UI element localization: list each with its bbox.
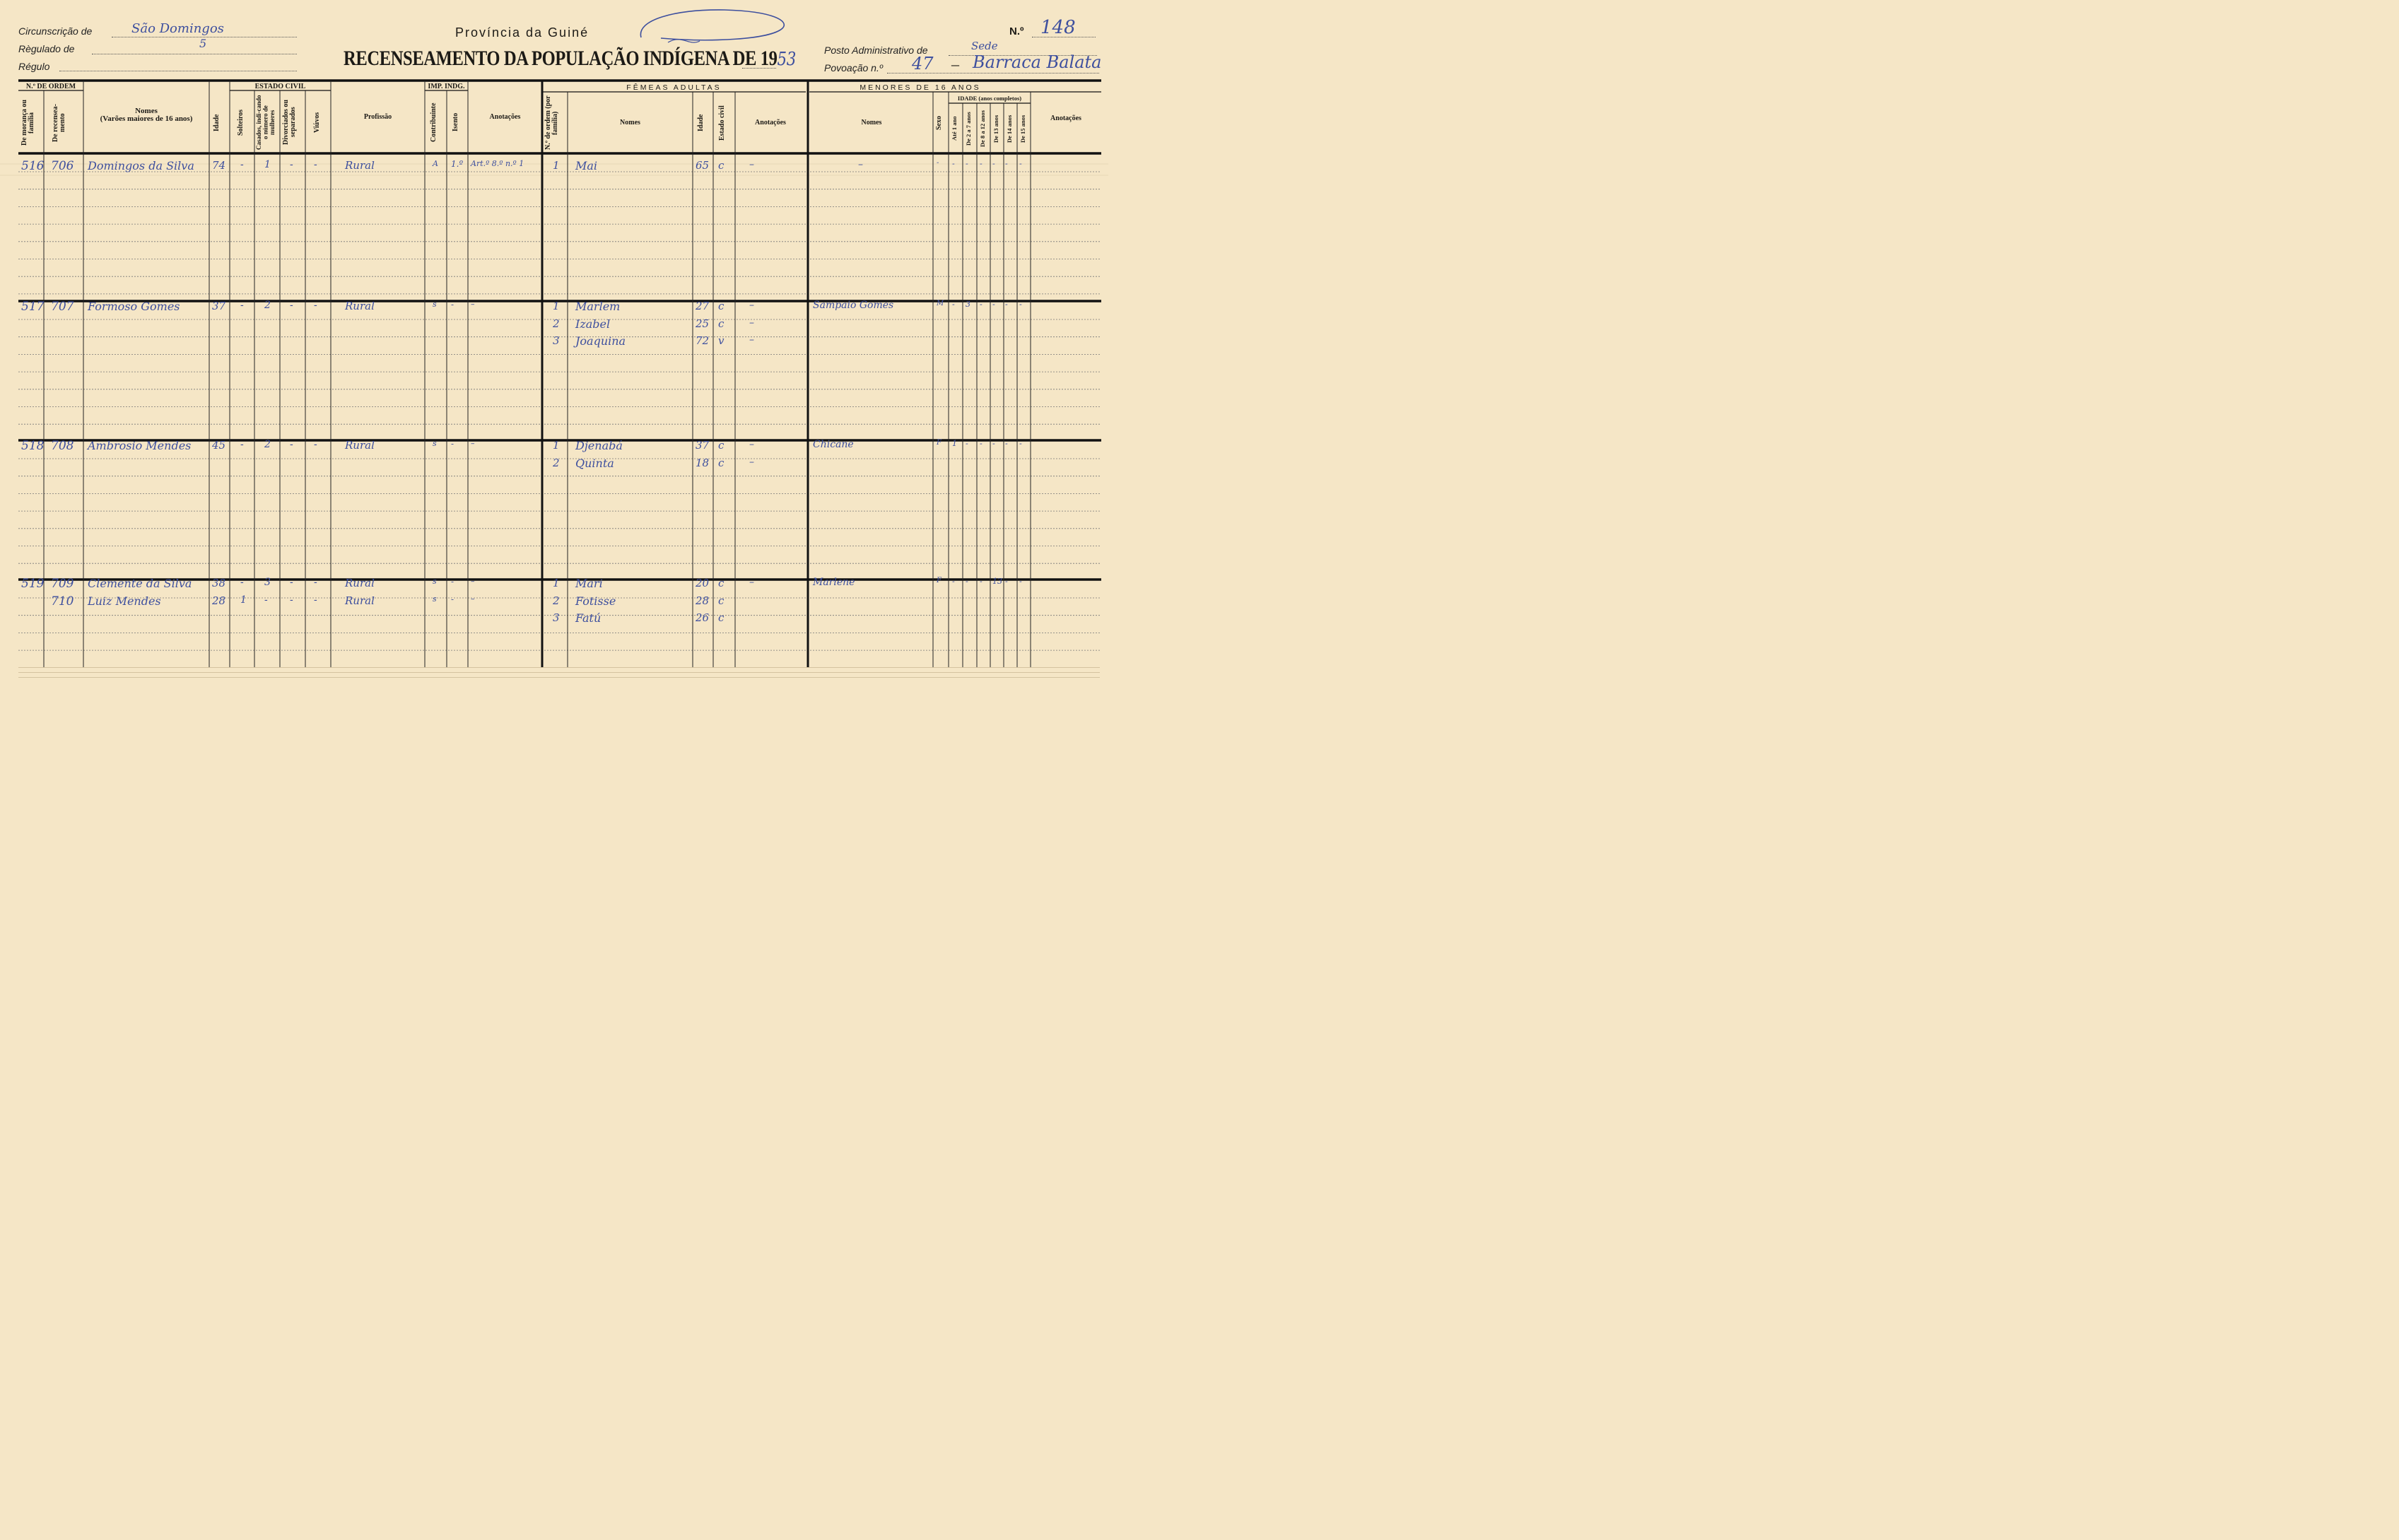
female-estado: c xyxy=(718,456,725,469)
female-ordem: 3 xyxy=(553,334,560,348)
header-age-6: De 15 anos xyxy=(1019,114,1026,143)
record-isento: - xyxy=(451,594,454,604)
minor-age-4: - xyxy=(992,439,995,448)
female-anotacoes: – xyxy=(749,439,754,450)
female-ordem: 2 xyxy=(553,594,560,607)
record-viuvo: - xyxy=(314,300,317,311)
female-age: 26 xyxy=(696,611,710,625)
footer-note-bleed xyxy=(18,659,1100,687)
record-age: 45 xyxy=(212,439,226,452)
header-profissao: Profissão xyxy=(363,113,392,121)
record-recense: 709 xyxy=(51,577,74,591)
header-morance: De morança ou família xyxy=(20,100,35,146)
record-casado: 2 xyxy=(264,300,271,311)
number-value: 148 xyxy=(1040,17,1076,38)
record-name: Domingos da Silva xyxy=(88,159,194,172)
province-title: Província da Guiné xyxy=(455,25,590,40)
record-contribuinte: s xyxy=(433,577,437,586)
header-menores-group: MENORES DE 16 ANOS xyxy=(860,83,981,92)
female-estado: c xyxy=(718,594,725,607)
record-isento: - xyxy=(451,300,454,310)
record-solteiro: - xyxy=(240,439,244,450)
header-nomes-title: Nomes xyxy=(135,107,158,115)
female-name: Izabel xyxy=(575,317,611,331)
record-contribuinte: s xyxy=(433,439,437,448)
minor-sexo: M xyxy=(937,300,944,307)
female-name: Djenabá xyxy=(575,439,623,452)
record-profissao: Rural xyxy=(345,577,375,589)
female-anotacoes: – xyxy=(749,317,754,329)
record-contribuinte: s xyxy=(433,300,437,309)
female-name: Joaquina xyxy=(575,334,626,348)
regulado-value: 5 xyxy=(199,37,207,50)
minor-age-4: 13 xyxy=(992,577,1002,586)
female-name: Quinta xyxy=(575,456,614,470)
female-ordem: 1 xyxy=(553,300,560,312)
female-estado: c xyxy=(718,159,725,172)
header-ordem-group: N.º DE ORDEM xyxy=(25,83,76,90)
minor-age-1: - xyxy=(952,159,955,168)
female-name: Marlem xyxy=(575,300,621,313)
povoacao-dash: – xyxy=(951,55,959,73)
record-age: 74 xyxy=(212,159,226,172)
record-isento: - xyxy=(451,577,454,587)
female-age: 25 xyxy=(696,317,710,330)
header-viuvos: Viúvos xyxy=(313,112,321,133)
record-casado: 1 xyxy=(264,159,271,170)
minor-age-6: - xyxy=(1019,577,1022,586)
minor-age-4: - xyxy=(992,300,995,309)
header-f-ordem: N.º de ordem (por família) xyxy=(544,95,559,151)
header-m-idade-group: IDADE (anos completos) xyxy=(957,95,1022,102)
header-isento: Isento xyxy=(452,112,459,132)
minor-age-6: - xyxy=(1019,439,1022,448)
minor-age-6: - xyxy=(1019,300,1022,309)
header-nomes-sub: (Varões maiores de 16 anos) xyxy=(100,114,193,123)
record-isento: - xyxy=(451,439,454,449)
record-casado: 3 xyxy=(264,577,271,588)
minor-name: – xyxy=(858,159,863,170)
record-recense: 710 xyxy=(51,594,74,609)
female-age: 18 xyxy=(696,456,710,469)
record-morance: 516 xyxy=(21,159,45,173)
record-profissao: Rural xyxy=(345,300,375,312)
minor-age-5: - xyxy=(1005,439,1008,448)
female-estado: c xyxy=(718,300,725,312)
record-name: Formoso Gomes xyxy=(88,300,180,313)
record-solteiro: - xyxy=(240,300,244,311)
minor-name: Marlene xyxy=(813,577,855,588)
header-divorciados: Divorciados ou separados xyxy=(282,100,297,145)
record-anotacoes: – xyxy=(471,577,475,586)
posto-value: Sede xyxy=(971,40,998,52)
header-idade: Idade xyxy=(213,114,221,132)
record-anotacoes: – xyxy=(471,439,475,448)
record-anotacoes: Art.º 8.º n.º 1 xyxy=(471,159,524,168)
record-profissao: Rural xyxy=(345,439,375,452)
header-estado-group: ESTADO CIVIL xyxy=(254,83,306,90)
povoacao-label: Povoação n.º xyxy=(824,62,883,74)
female-ordem: 1 xyxy=(553,577,560,589)
female-anotacoes: – xyxy=(749,577,754,588)
record-divorciado: - xyxy=(290,159,293,170)
minor-age-3: - xyxy=(980,577,983,586)
header-solteiros: Solteiros xyxy=(237,109,245,136)
female-age: 28 xyxy=(696,594,710,607)
header-nomes xyxy=(83,107,209,123)
minor-age-4: - xyxy=(992,159,995,168)
census-title-text: RECENSEAMENTO DA POPULAÇÃO INDÍGENA DE 19 xyxy=(344,47,778,70)
minor-age-3: - xyxy=(980,159,983,168)
record-solteiro: - xyxy=(240,577,244,588)
census-year-suffix: 53 xyxy=(777,49,796,70)
female-estado: v xyxy=(718,334,725,348)
record-recense: 708 xyxy=(51,439,74,453)
header-m-nomes: Nomes xyxy=(861,119,882,127)
minor-name: Sampaio Gomes xyxy=(813,300,894,311)
record-solteiro: - xyxy=(240,159,244,170)
record-recense: 706 xyxy=(51,159,74,173)
record-isento: 1.º xyxy=(451,159,464,169)
header-age-3: De 8 a 12 anos xyxy=(979,110,986,147)
record-casado: 2 xyxy=(264,439,271,450)
minor-age-2: 3 xyxy=(966,300,970,309)
female-ordem: 2 xyxy=(553,317,560,330)
record-viuvo: - xyxy=(314,159,317,170)
header-anotacoes: Anotações xyxy=(489,113,521,121)
record-casado: - xyxy=(264,594,268,606)
record-profissao: Rural xyxy=(345,159,375,172)
record-name: Luiz Mendes xyxy=(88,594,161,608)
female-name: Fatú xyxy=(575,611,602,625)
record-solteiro: 1 xyxy=(240,594,247,606)
minor-age-2: - xyxy=(966,439,968,448)
header-age-2: De 2 a 7 anos xyxy=(965,112,972,146)
minor-age-6: - xyxy=(1019,159,1022,168)
female-estado: c xyxy=(718,439,725,452)
header-age-1: Até 1 ano xyxy=(951,116,958,141)
povoacao-number: 47 xyxy=(912,54,934,74)
record-age: 28 xyxy=(212,594,226,607)
header-contribuinte: Contribuinte xyxy=(430,102,438,142)
record-profissao: Rural xyxy=(345,594,375,607)
minor-sexo: - xyxy=(937,159,939,167)
minor-sexo: F xyxy=(937,577,942,584)
minor-age-2: - xyxy=(966,159,968,168)
record-recense: 707 xyxy=(51,300,74,314)
record-age: 37 xyxy=(212,300,226,312)
record-anotacoes: – xyxy=(471,594,475,604)
circunscricao-label: Circunscrição de xyxy=(18,25,93,37)
record-age: 38 xyxy=(212,577,226,589)
header-casados: Casados, indi-cando o número de mulheres xyxy=(255,95,276,150)
header-f-estado: Estado civil xyxy=(718,105,726,141)
record-anotacoes: – xyxy=(471,300,475,309)
minor-age-5: - xyxy=(1005,159,1008,168)
record-morance: 518 xyxy=(21,439,45,453)
minor-age-3: - xyxy=(980,300,983,309)
record-viuvo: - xyxy=(314,577,317,588)
female-age: 65 xyxy=(696,159,710,172)
header-age-4: De 13 anos xyxy=(992,114,999,143)
female-ordem: 3 xyxy=(553,611,560,625)
female-estado: c xyxy=(718,317,725,330)
minor-age-1: 1 xyxy=(952,439,957,448)
header-m-sexo: Sexo xyxy=(935,116,943,130)
female-ordem: 2 xyxy=(553,456,560,469)
header-imp-group: IMP. INDG. xyxy=(428,83,465,90)
minor-age-5: - xyxy=(1005,577,1008,586)
female-age: 20 xyxy=(696,577,710,589)
female-estado: c xyxy=(718,577,725,589)
circunscricao-value: São Domingos xyxy=(131,21,224,36)
povoacao-place: Barraca Balata xyxy=(973,52,1102,72)
female-name: Mari xyxy=(575,577,603,590)
record-divorciado: - xyxy=(290,300,293,311)
female-age: 37 xyxy=(696,439,710,452)
minor-age-3: - xyxy=(980,439,983,448)
minor-age-1: - xyxy=(952,577,955,586)
record-divorciado: - xyxy=(290,594,293,606)
record-contribuinte: s xyxy=(433,594,437,604)
minor-age-1: - xyxy=(952,300,955,309)
record-morance: 519 xyxy=(21,577,45,591)
female-name: Fotisse xyxy=(575,594,616,608)
header-f-anot: Anotações xyxy=(755,119,786,127)
minor-age-5: - xyxy=(1005,300,1008,309)
minor-name: Chicane xyxy=(813,439,854,450)
female-anotacoes: – xyxy=(749,334,754,346)
female-ordem: 1 xyxy=(553,159,560,172)
record-divorciado: - xyxy=(290,439,293,450)
female-anotacoes: – xyxy=(749,300,754,311)
record-name: Clemente da Silva xyxy=(88,577,192,590)
header-m-anot: Anotações xyxy=(1050,114,1081,122)
record-morance: 517 xyxy=(21,300,45,314)
female-estado: c xyxy=(718,611,725,625)
number-label: N.º xyxy=(1009,25,1024,37)
female-age: 27 xyxy=(696,300,710,312)
record-divorciado: - xyxy=(290,577,293,588)
female-age: 72 xyxy=(696,334,710,348)
record-name: Ambrosio Mendes xyxy=(88,439,192,452)
minor-age-2: - xyxy=(966,577,968,586)
posto-label: Posto Administrativo de xyxy=(824,45,928,56)
regulado-label: Règulado de xyxy=(18,43,75,54)
header-femeas-group: FÊMEAS ADULTAS xyxy=(626,83,722,92)
record-viuvo: - xyxy=(314,594,317,606)
header-recense: De recensea-mento xyxy=(52,104,66,142)
record-viuvo: - xyxy=(314,439,317,450)
header-f-nomes: Nomes xyxy=(620,119,640,127)
minor-sexo: F xyxy=(937,439,942,447)
regulo-label: Régulo xyxy=(18,61,50,72)
record-contribuinte: A xyxy=(433,159,438,168)
female-anotacoes: – xyxy=(749,159,754,170)
female-name: Mai xyxy=(575,159,598,172)
header-age-5: De 14 anos xyxy=(1006,114,1013,143)
female-ordem: 1 xyxy=(553,439,560,452)
female-anotacoes: – xyxy=(749,456,754,468)
header-f-idade: Idade xyxy=(697,114,705,132)
